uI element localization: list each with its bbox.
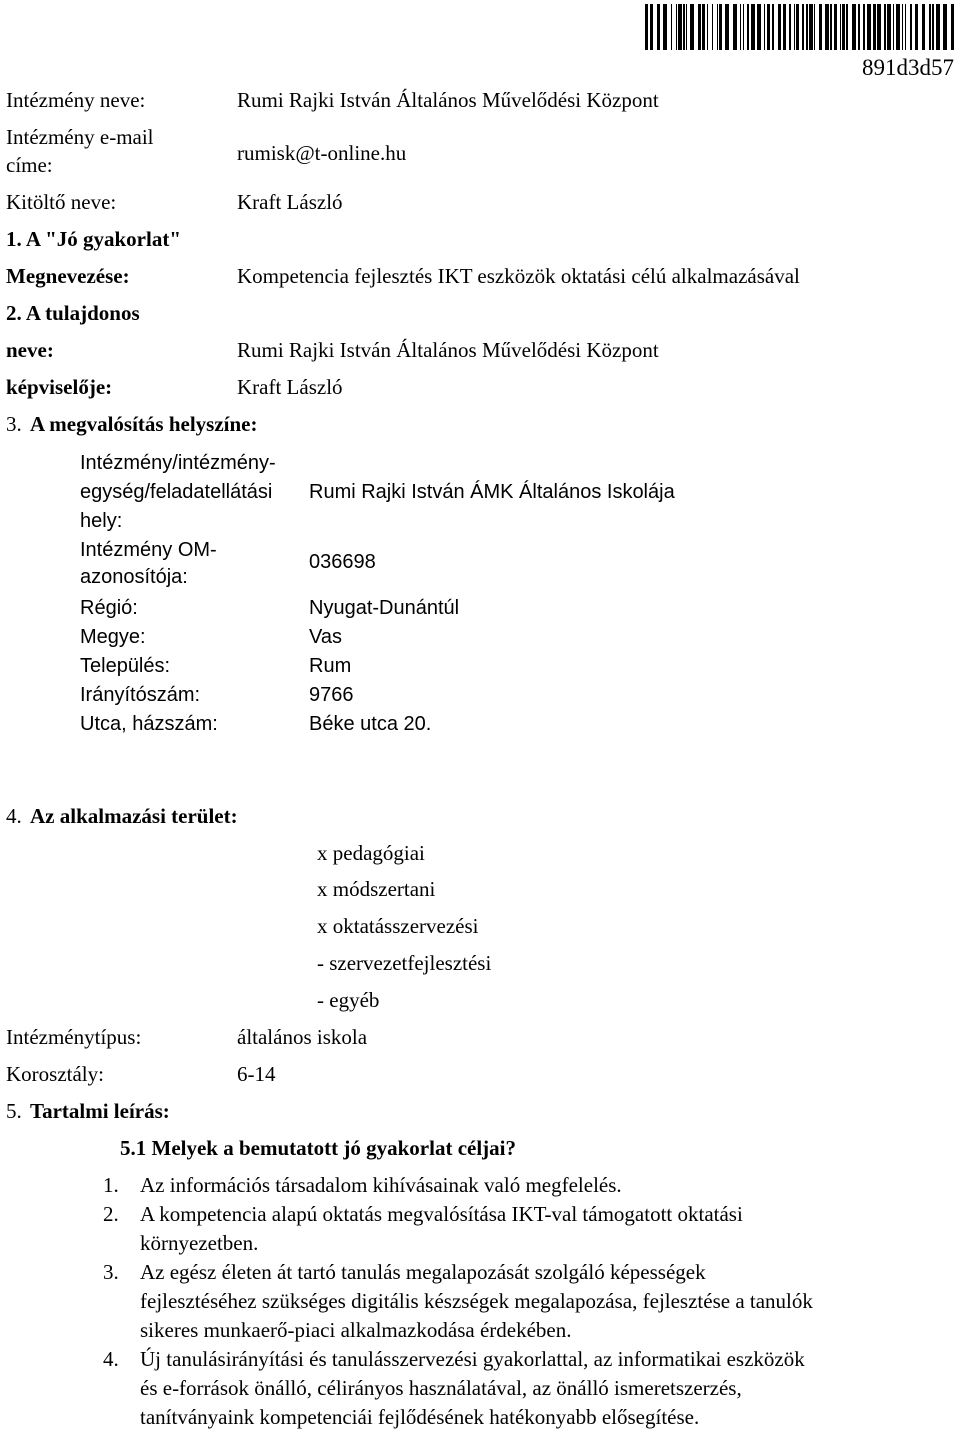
- barcode-stripe: [719, 4, 722, 50]
- institution-email-label-2: címe:: [6, 153, 53, 177]
- barcode-stripe: [814, 4, 815, 50]
- zip-label: Irányítószám:: [80, 684, 201, 706]
- unit-value: Rumi Rajki István ÁMK Általános Iskolája: [309, 481, 675, 503]
- barcode-stripe: [767, 4, 770, 50]
- zip-value: 9766: [309, 684, 354, 706]
- goal-number: 4.: [103, 1347, 119, 1371]
- goal-line: sikeres munkaerő-piaci alkalmazkodása érdekében.: [140, 1318, 572, 1342]
- barcode-stripe: [905, 4, 906, 50]
- barcode-stripe: [717, 4, 718, 50]
- institution-type-label: Intézménytípus:: [6, 1025, 142, 1049]
- barcode-stripe: [825, 4, 829, 50]
- barcode-stripe: [698, 4, 701, 50]
- barcode-image: [645, 4, 955, 50]
- barcode-stripe: [951, 4, 954, 50]
- barcode-stripe: [733, 4, 737, 50]
- barcode-stripe: [887, 4, 891, 50]
- age-group-value: 6-14: [237, 1062, 276, 1086]
- barcode-stripe: [702, 4, 705, 50]
- unit-label-line3: hely:: [80, 510, 123, 532]
- region-label: Régió:: [80, 597, 138, 619]
- barcode-stripe: [796, 4, 799, 50]
- goal-line: tanítványaink kompetenciái fejlődésének hatékonyabb elősegítése.: [140, 1405, 700, 1429]
- institution-type-value: általános iskola: [237, 1025, 368, 1049]
- goal-line: Az információs társadalom kihívásainak való megfelelés.: [140, 1173, 622, 1197]
- goal-line: Az egész életen át tartó tanulás megalapozását szolgáló képességek: [140, 1260, 706, 1284]
- barcode-stripe: [743, 4, 744, 50]
- age-group-label: Korosztály:: [6, 1062, 104, 1086]
- section2-name-label: neve:: [6, 338, 54, 362]
- barcode-stripe: [830, 4, 832, 50]
- street-value: Béke utca 20.: [309, 713, 432, 735]
- barcode-stripe: [778, 4, 781, 50]
- unit-label-line2: egység/feladatellátási: [80, 481, 273, 503]
- barcode-stripe: [902, 4, 903, 50]
- section1-name: Kompetencia fejlesztés IKT eszközök oktatási célú alkalmazásával: [237, 264, 800, 288]
- barcode-stripe: [671, 4, 672, 50]
- barcode-stripe: [740, 4, 741, 50]
- area-item: x oktatásszervezési: [317, 914, 479, 938]
- barcode-stripe: [802, 4, 804, 50]
- area-item: x pedagógiai: [317, 841, 425, 865]
- barcode-stripe: [884, 4, 886, 50]
- barcode-stripe: [806, 4, 808, 50]
- section2-name: Rumi Rajki István Általános Művelődési Központ: [237, 338, 659, 362]
- goal-line: fejlesztéséhez szükséges digitális készségek megalapozása, fejlesztése a tanulók: [140, 1289, 813, 1313]
- section2-rep-label: képviselője:: [6, 375, 113, 399]
- barcode-stripe: [840, 4, 841, 50]
- section5-number: 5.: [6, 1099, 22, 1123]
- institution-email-label-1: Intézmény e-mail: [6, 125, 154, 149]
- barcode-code: 891d3d57: [862, 55, 954, 80]
- barcode-stripe: [683, 4, 685, 50]
- county-label: Megye:: [80, 626, 146, 648]
- barcode-stripe: [678, 4, 682, 50]
- barcode-stripe: [764, 4, 765, 50]
- county-value: Vas: [309, 626, 342, 648]
- institution-name-label: Intézmény neve:: [6, 88, 146, 112]
- section4-number: 4.: [6, 804, 22, 828]
- barcode-stripe: [690, 4, 694, 50]
- filler-name: Kraft László: [237, 190, 343, 214]
- town-value: Rum: [309, 655, 352, 677]
- barcode-stripe: [809, 4, 813, 50]
- om-value: 036698: [309, 551, 376, 573]
- barcode-stripe: [650, 4, 653, 50]
- barcode-stripe: [877, 4, 881, 50]
- om-label-line1: Intézmény OM-: [80, 539, 217, 561]
- institution-name: Rumi Rajki István Általános Művelődési Központ: [237, 88, 659, 112]
- section4-title: Az alkalmazási terület:: [30, 804, 238, 828]
- barcode-stripe: [863, 4, 865, 50]
- goal-number: 1.: [103, 1173, 119, 1197]
- barcode-stripe: [932, 4, 934, 50]
- goal-line: Új tanulásirányítási és tanulásszervezési gyakorlattal, az informatikai eszközök: [140, 1347, 805, 1371]
- barcode-stripe: [676, 4, 677, 50]
- goal-line: környezetben.: [140, 1231, 259, 1255]
- barcode-stripe: [657, 4, 660, 50]
- section5-subtitle: 5.1 Melyek a bemutatott jó gyakorlat céljai?: [120, 1136, 516, 1160]
- om-label-line2: azonosítója:: [80, 566, 188, 588]
- barcode-stripe: [943, 4, 947, 50]
- barcode-stripe: [910, 4, 912, 50]
- barcode-stripe: [867, 4, 871, 50]
- section5-title: Tartalmi leírás:: [30, 1099, 170, 1123]
- institution-email: rumisk@t-online.hu: [237, 141, 407, 165]
- section2-rep: Kraft László: [237, 375, 343, 399]
- section3-title: A megvalósítás helyszíne:: [30, 412, 258, 436]
- section1-name-label: Megnevezése:: [6, 264, 130, 288]
- barcode-stripe: [846, 4, 848, 50]
- unit-label-line1: Intézmény/intézmény-: [80, 452, 276, 474]
- barcode-stripe: [707, 4, 708, 50]
- street-label: Utca, házszám:: [80, 713, 218, 735]
- barcode-stripe: [819, 4, 822, 50]
- barcode-stripe: [751, 4, 755, 50]
- barcode-stripe: [893, 4, 894, 50]
- barcode-stripe: [663, 4, 667, 50]
- goal-number: 2.: [103, 1202, 119, 1226]
- barcode-stripe: [915, 4, 918, 50]
- area-item: - szervezetfejlesztési: [317, 951, 492, 975]
- barcode-stripe: [936, 4, 940, 50]
- filler-name-label: Kitöltő neve:: [6, 190, 117, 214]
- barcode-stripe: [929, 4, 931, 50]
- barcode-stripe: [789, 4, 791, 50]
- area-item: - egyéb: [317, 988, 380, 1012]
- town-label: Település:: [80, 655, 171, 677]
- barcode-stripe: [712, 4, 713, 50]
- barcode-stripe: [794, 4, 795, 50]
- barcode-stripe: [922, 4, 925, 50]
- goal-number: 3.: [103, 1260, 119, 1284]
- goal-line: A kompetencia alapú oktatás megvalósítása IKT-val támogatott oktatási: [140, 1202, 743, 1226]
- barcode-stripe: [834, 4, 837, 50]
- goal-line: és e-források önálló, célirányos használatával, az önálló ismeretszerzés,: [140, 1376, 742, 1400]
- barcode-stripe: [896, 4, 900, 50]
- barcode-stripe: [645, 4, 648, 50]
- barcode-stripe: [772, 4, 774, 50]
- barcode-stripe: [725, 4, 729, 50]
- area-item: x módszertani: [317, 877, 436, 901]
- barcode-stripe: [852, 4, 856, 50]
- barcode-stripe: [858, 4, 860, 50]
- barcode-stripe: [686, 4, 687, 50]
- barcode-stripe: [842, 4, 845, 50]
- barcode-stripe: [783, 4, 786, 50]
- section1-title: 1. A "Jó gyakorlat": [6, 227, 181, 251]
- section3-number: 3.: [6, 412, 22, 436]
- barcode-stripe: [873, 4, 876, 50]
- barcode-stripe: [757, 4, 761, 50]
- barcode-stripe: [747, 4, 749, 50]
- region-value: Nyugat-Dunántúl: [309, 597, 460, 619]
- section2-title: 2. A tulajdonos: [6, 301, 140, 325]
